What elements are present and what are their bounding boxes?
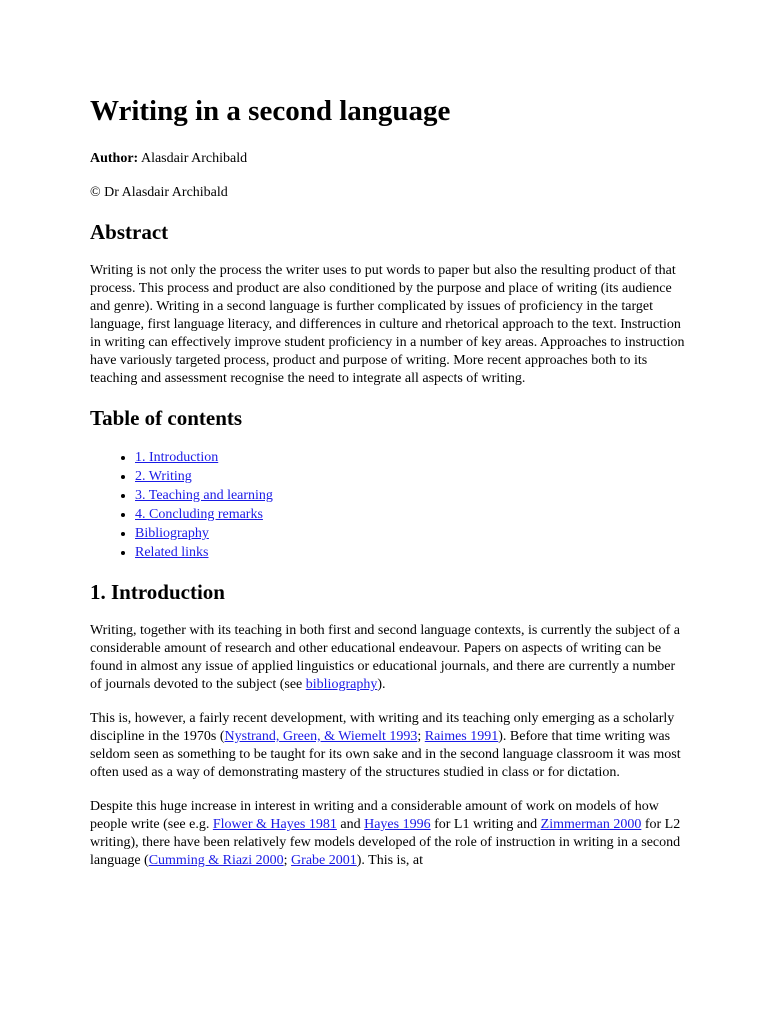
bibliography-link[interactable]: bibliography [305, 677, 378, 692]
author-label: Author: [90, 151, 139, 166]
toc-link-concluding-remarks[interactable]: 4. Concluding remarks [135, 507, 263, 522]
citation-link-nystrand-1993[interactable]: Nystrand, Green, & Wiemelt 1993 [224, 729, 418, 744]
citation-link-zimmerman-2000[interactable]: Zimmerman 2000 [540, 817, 642, 832]
citation-link-raimes-1991[interactable]: Raimes 1991 [424, 729, 499, 744]
toc-item [135, 486, 690, 505]
abstract-text: Writing is not only the process the writer uses to put words to paper but also the resulting product of that process. This process and product are also conditioned by the purpose and place of writing (its audience and genre). Writing in a second language is further complicated by issues of proficiency in the target language, first language literacy, and differences in culture and rhetorical approach to the text. Instruction in writing can effectively improve student proficiency in a number of key areas. Approaches to instruction have variously targeted process, product and purpose of writing. More recent approaches both to its teaching and assessment recognise the need to integrate all aspects of writing. [90, 263, 685, 386]
author-line [90, 150, 690, 168]
intro-paragraph-2 [90, 710, 690, 782]
article [90, 92, 690, 886]
citation-link-grabe-2001[interactable]: Grabe 2001 [291, 853, 357, 868]
separator: ; [283, 853, 292, 868]
toc-item [135, 505, 690, 524]
toc-list [90, 448, 690, 562]
intro-paragraph-1 [90, 622, 690, 694]
paragraph-text: Writing, together with its teaching in both first and second language contexts, is currently the subject of a considerable amount of research and other educational endeavour. Papers on aspects of writing can be found in almost any issue of applied linguistics or educational journals, and there are currently a number of journals devoted to the subject (see [90, 623, 681, 692]
paragraph-text: ). [377, 677, 386, 692]
paragraph-text: ). Before that time writing was seldom seen as something to be taught for its own sake and in the second language classroom it was most often used as a way of demonstrating mastery of the structures studied in class or for dictation. [90, 729, 681, 780]
paragraph-text: Despite this huge increase in interest in writing and a considerable amount of work on models of how people write (see e.g. [90, 799, 659, 832]
separator: ; [417, 729, 425, 744]
toc-link-writing[interactable]: 2. Writing [135, 469, 192, 484]
paragraph-text: for L2 writing), there have been relatively few models developed of the role of instruction in writing in a second language ( [90, 817, 681, 868]
paragraph-text: and [336, 817, 365, 832]
author-name: Alasdair Archibald [140, 151, 248, 166]
toc-item [135, 524, 690, 543]
introduction-heading: 1. Introduction [90, 580, 225, 604]
toc-heading: Table of contents [90, 406, 243, 430]
citation-link-flower-hayes-1981[interactable]: Flower & Hayes 1981 [212, 817, 337, 832]
toc-link-related-links[interactable]: Related links [135, 545, 209, 560]
copyright-line: © Dr Alasdair Archibald [90, 185, 228, 200]
toc-item [135, 448, 690, 467]
toc-link-bibliography[interactable]: Bibliography [135, 526, 209, 541]
toc-item [135, 467, 690, 486]
citation-link-cumming-riazi-2000[interactable]: Cumming & Riazi 2000 [148, 853, 284, 868]
toc-link-teaching-and-learning[interactable]: 3. Teaching and learning [135, 488, 273, 503]
page-title: Writing in a second language [90, 95, 451, 127]
paragraph-text: This is, however, a fairly recent development, with writing and its teaching only emerging as a scholarly discipline in the 1970s ( [90, 711, 675, 744]
citation-link-hayes-1996[interactable]: Hayes 1996 [364, 817, 431, 832]
intro-paragraph-3 [90, 798, 690, 870]
toc-item [135, 543, 690, 562]
paragraph-text: ). This is, at [356, 853, 423, 868]
abstract-heading: Abstract [90, 220, 169, 244]
toc-link-introduction[interactable]: 1. Introduction [135, 450, 219, 465]
paragraph-text: for L1 writing and [430, 817, 541, 832]
